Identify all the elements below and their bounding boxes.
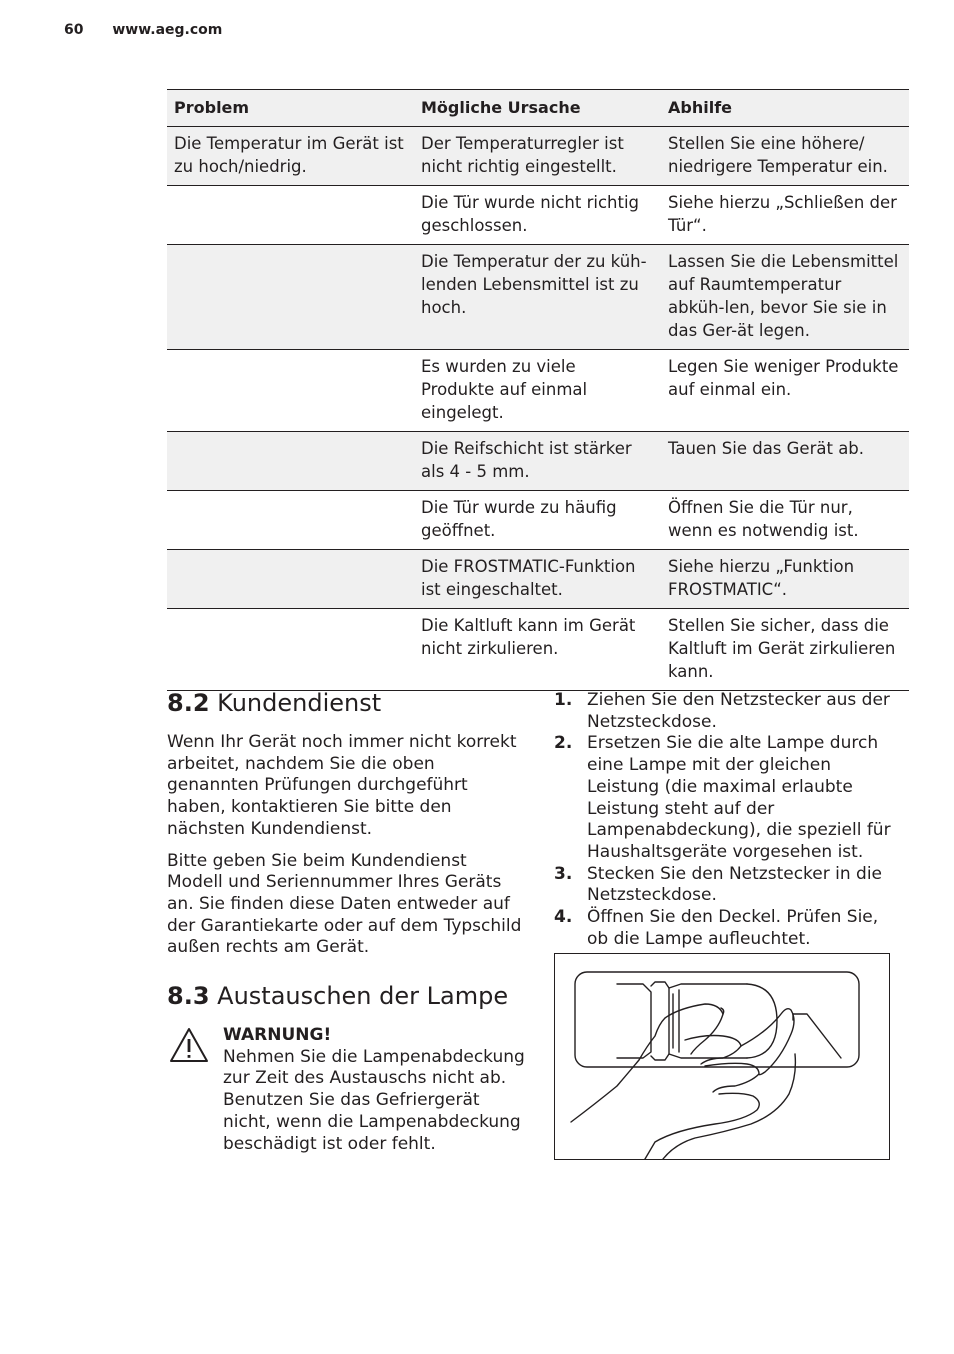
list-item [554, 907, 904, 950]
table-row [167, 127, 909, 186]
section-number: 8.3 [167, 982, 210, 1011]
step-text: Stecken Sie den Netzstecker in die Netzsteckdose. [587, 863, 883, 906]
table-row [167, 491, 909, 550]
cell-problem: Die Temperatur im Gerät ist zu hoch/niedrig. [167, 127, 414, 186]
column-header-remedy: Abhilfe [661, 90, 909, 127]
cell-cause: Die Tür wurde nicht richtig geschlossen. [414, 186, 661, 245]
warning-title: WARNUNG! [223, 1025, 332, 1046]
cell-cause: Die Tür wurde zu häufig geöffnet. [414, 491, 661, 550]
lamp-illustration [554, 953, 890, 1160]
step-number: 1. [554, 690, 573, 710]
list-item [554, 690, 904, 733]
cell-problem [167, 350, 414, 432]
step-text: Ziehen Sie den Netzstecker aus der Netzsteckdose. [587, 690, 890, 732]
list-item [554, 733, 904, 863]
cell-problem [167, 245, 414, 350]
cell-cause: Die FROSTMATIC-Funktion ist eingeschaltet. [414, 550, 661, 609]
cell-cause: Die Reifschicht ist stärker als 4 - 5 mm. [414, 432, 661, 491]
lamp-hand-drawing [555, 954, 889, 1159]
list-item [554, 864, 904, 907]
cell-problem [167, 491, 414, 550]
section-heading-kundendienst [167, 688, 527, 718]
cell-remedy: Lassen Sie die Lebensmittel auf Raumtemperatur abküh-len, bevor Sie sie in das Ger-ät legen. [661, 245, 909, 350]
troubleshooting-table [167, 89, 909, 691]
table-row [167, 350, 909, 432]
cell-cause: Die Kaltluft kann im Gerät nicht zirkulieren. [414, 609, 661, 691]
table-row [167, 550, 909, 609]
cell-remedy: Legen Sie weniger Produkte auf einmal ein. [661, 350, 909, 432]
step-number: 2. [554, 733, 573, 754]
warning-text: Nehmen Sie die Lampenabdeckung zur Zeit des Austauschs nicht ab. Benutzen Sie das Gefriergerät nicht, wenn die Lampenabdeckung beschädigt ist oder fehlt. [223, 1046, 525, 1154]
step-text: Ersetzen Sie die alte Lampe durch eine Lampe mit der gleichen Leistung (die maximal erlaubte Leistung steht auf der Lampenabdeckung), die speziell für Haushaltsgeräte vorgesehen ist. [587, 733, 891, 862]
right-column [554, 690, 904, 950]
cell-remedy: Siehe hierzu „Funktion FROSTMATIC“. [661, 550, 909, 609]
paragraph: Bitte geben Sie beim Kundendienst Modell und Seriennummer Ihres Geräts an. Sie finden diese Daten entweder auf der Garantiekarte oder auf dem Typschild außen rechts am Gerät. [167, 850, 522, 958]
left-column [167, 688, 527, 1155]
cell-problem [167, 432, 414, 491]
website-url: www.aeg.com [112, 22, 223, 38]
cell-remedy: Öffnen Sie die Tür nur, wenn es notwendig ist. [661, 491, 909, 550]
steps-list [554, 690, 904, 950]
table-header-row [167, 90, 909, 127]
table-row [167, 432, 909, 491]
table-row [167, 245, 909, 350]
step-number: 3. [554, 863, 573, 884]
section-title: Austauschen der Lampe [217, 982, 509, 1011]
column-header-problem: Problem [167, 90, 414, 127]
section-title: Kundendienst [217, 689, 382, 717]
cell-problem [167, 609, 414, 691]
column-header-cause: Mögliche Ursache [414, 90, 661, 127]
cell-cause: Es wurden zu viele Produkte auf einmal eingelegt. [414, 350, 661, 432]
table-row [167, 186, 909, 245]
cell-cause: Die Temperatur der zu küh-lenden Lebensmittel ist zu hoch. [414, 245, 661, 350]
page-number: 60 [64, 22, 84, 38]
page-header [64, 22, 222, 38]
step-text: Öffnen Sie den Deckel. Prüfen Sie, ob die Lampe aufleuchtet. [587, 907, 879, 949]
cell-remedy: Stellen Sie eine höhere/ niedrigere Temperatur ein. [661, 127, 909, 186]
cell-problem [167, 186, 414, 245]
cell-problem [167, 550, 414, 609]
warning-box [167, 1025, 527, 1155]
cell-remedy: Tauen Sie das Gerät ab. [661, 432, 909, 491]
paragraph: Wenn Ihr Gerät noch immer nicht korrekt arbeitet, nachdem Sie die oben genannten Prüfungen durchgeführt haben, kontaktieren Sie bitte den nächsten Kundendienst. [167, 732, 517, 839]
cell-remedy: Stellen Sie sicher, dass die Kaltluft im Gerät zirkulieren kann. [661, 609, 909, 691]
section-heading-lampe [167, 981, 527, 1011]
warning-triangle-icon [169, 1027, 209, 1070]
table-row [167, 609, 909, 691]
cell-cause: Der Temperaturregler ist nicht richtig eingestellt. [414, 127, 661, 186]
cell-remedy: Siehe hierzu „Schließen der Tür“. [661, 186, 909, 245]
step-number: 4. [554, 907, 573, 928]
section-number: 8.2 [167, 689, 210, 717]
